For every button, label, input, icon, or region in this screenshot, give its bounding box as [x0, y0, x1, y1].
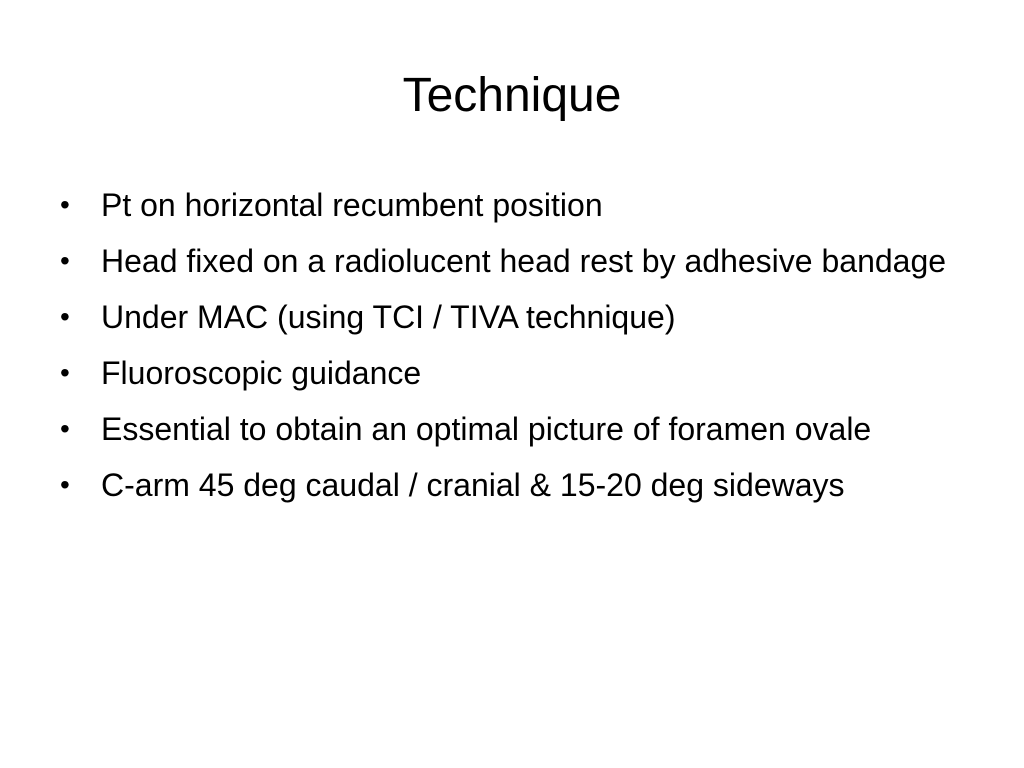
bullet-icon: •: [60, 301, 70, 332]
bullet-item: [56, 463, 976, 507]
bullet-item: [56, 351, 976, 395]
bullet-text: Pt on horizontal recumbent position: [101, 187, 603, 223]
slide-title: Technique: [402, 69, 622, 122]
bullet-text: Head fixed on a radiolucent head rest by adhesive bandage: [101, 243, 947, 279]
bullet-item: [56, 183, 976, 227]
bullet-icon: •: [60, 469, 70, 500]
bullet-item: [56, 407, 976, 451]
bullet-text: Fluoroscopic guidance: [101, 355, 422, 391]
bullet-list: [56, 183, 976, 519]
bullet-icon: •: [60, 245, 70, 276]
bullet-text: Essential to obtain an optimal picture of foramen ovale: [101, 411, 872, 447]
bullet-item: [56, 239, 976, 283]
bullet-text: C-arm 45 deg caudal / cranial & 15-20 deg sideways: [101, 467, 845, 503]
bullet-icon: •: [60, 357, 70, 388]
bullet-item: [56, 295, 976, 339]
bullet-icon: •: [60, 189, 70, 220]
bullet-text: Under MAC (using TCI / TIVA technique): [101, 299, 676, 335]
bullet-icon: •: [60, 413, 70, 444]
